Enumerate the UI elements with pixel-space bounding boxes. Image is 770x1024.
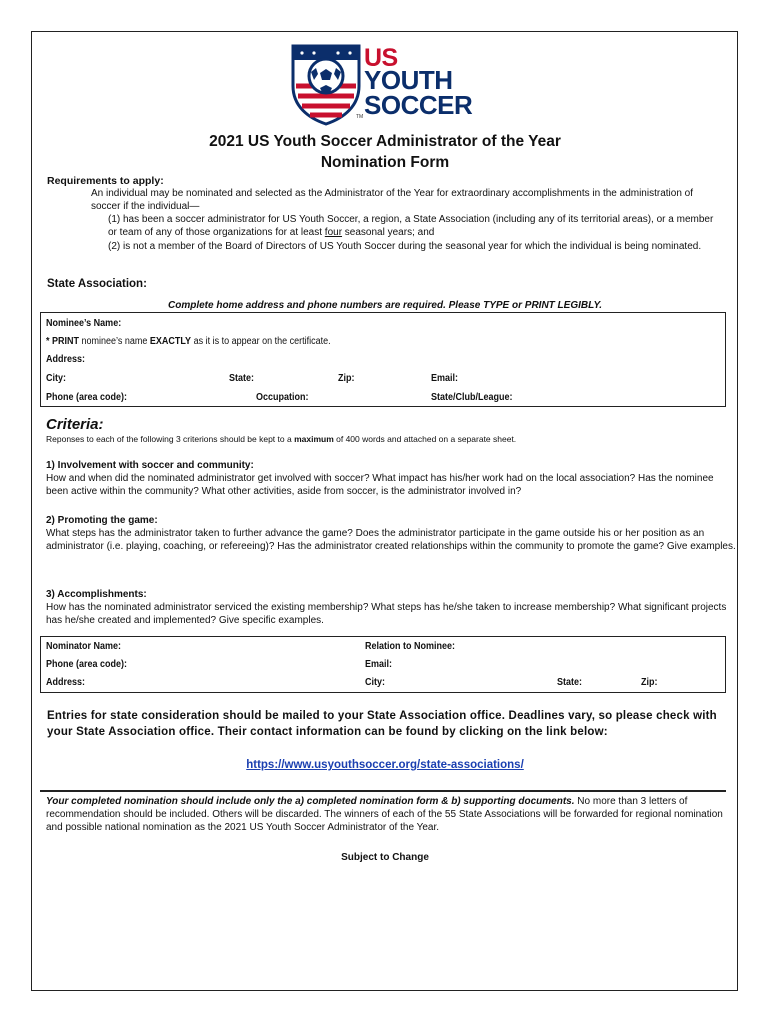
requirement-1-underlined: four xyxy=(324,227,343,238)
form-subtitle: Nomination Form xyxy=(320,154,450,171)
print-text-end: as it is to appear on the certificate. xyxy=(191,336,331,347)
criteria-note-c: of 400 words and attached on a separate sheet. xyxy=(333,434,517,444)
nominee-address-field[interactable]: Address: xyxy=(46,354,86,365)
criteria-note xyxy=(46,434,516,444)
nominee-zip-field[interactable]: Zip: xyxy=(338,373,355,384)
logo-text-us: US xyxy=(364,44,398,72)
submission-note xyxy=(46,795,736,834)
state-association-label: State Association: xyxy=(47,278,147,290)
print-text: nominee’s name xyxy=(79,336,150,347)
nominee-state-field[interactable]: State: xyxy=(229,373,255,384)
nominee-city-field[interactable]: City: xyxy=(46,373,67,384)
entries-instructions: Entries for state consideration should be mailed to your State Association office. Deadlines vary, so please check with your State Association office. Their contact information can be found by clicking on the link below: xyxy=(47,710,717,738)
us-youth-soccer-logo xyxy=(290,42,495,127)
nominator-phone-field[interactable]: Phone (area code): xyxy=(46,659,128,670)
logo-text-youth: YOUTH xyxy=(364,65,453,95)
criterion-1-body: How and when did the nominated administrator get involved with soccer? What impact has his/her work had on the local association? Has the nominee been active within the community? What other activities, aside from soccer, is the administrator involved in? xyxy=(46,473,714,497)
divider xyxy=(40,790,726,792)
form-title: 2021 US Youth Soccer Administrator of the Year xyxy=(209,133,561,150)
nominee-phone-field[interactable]: Phone (area code): xyxy=(46,392,128,403)
state-associations-link[interactable]: https://www.usyouthsoccer.org/state-associations/ xyxy=(246,759,524,771)
requirements-heading: Requirements to apply: xyxy=(47,175,164,187)
trademark: TM xyxy=(356,114,364,120)
subject-to-change: Subject to Change xyxy=(341,852,429,863)
print-label: * PRINT xyxy=(46,336,80,347)
nominator-info-box xyxy=(40,636,726,693)
submission-note-rest: No more than 3 letters of recommendation should be included. Others will be discarded. The winners of each of the 55 State Associations will be forwarded for regional nomination and possible national nomination as the 2021 US Youth Soccer Administrator of the Year. xyxy=(46,796,723,833)
logo-text-soccer: SOCCER xyxy=(364,90,473,120)
nominee-club-field[interactable]: State/Club/League: xyxy=(431,392,513,403)
nominee-name-field[interactable]: Nominee’s Name: xyxy=(46,318,122,329)
criteria-note-a: Reponses to each of the following 3 criterions should be kept to a xyxy=(46,434,295,444)
criteria-heading: Criteria: xyxy=(46,416,104,433)
criterion-3-heading: 3) Accomplishments: xyxy=(46,589,147,600)
nominator-address-field[interactable]: Address: xyxy=(46,677,86,688)
requirement-1-text-a: (1) has been a soccer administrator for US Youth Soccer, a region, a State Association (including any of its territorial areas), or a member or team of any of those organizations for at least xyxy=(108,214,714,238)
print-exactly-note xyxy=(46,336,331,347)
nominator-email-field[interactable]: Email: xyxy=(365,659,393,670)
criterion-2-body: What steps has the administrator taken to further advance the game? Does the administrator participate in the game outside his or her position as an administrator (i.e. playing, coaching, or refereeing)? Has the administrator created relationships within the community to promote the game? Give examples. xyxy=(46,528,736,552)
submission-note-emphasis: Your completed nomination should include only the a) completed nomination form & b) supporting documents. xyxy=(46,796,575,807)
requirements-intro: An individual may be nominated and selected as the Administrator of the Year for extraordinary accomplishments in the administration of soccer if the individual— xyxy=(91,188,693,212)
criterion-2-heading: 2) Promoting the game: xyxy=(46,515,158,526)
requirement-1 xyxy=(108,213,720,239)
nominator-state-field[interactable]: State: xyxy=(557,677,583,688)
requirement-1-text-b: seasonal years; and xyxy=(342,227,435,238)
nominee-email-field[interactable]: Email: xyxy=(431,373,459,384)
shield-ball-icon xyxy=(290,42,362,126)
nominator-name-field[interactable]: Nominator Name: xyxy=(46,641,122,652)
exactly-label: EXACTLY xyxy=(149,336,192,347)
nominator-zip-field[interactable]: Zip: xyxy=(641,677,658,688)
criterion-3-body: How has the nominated administrator serviced the existing membership? What steps has he/she taken to increase membership? What significant projects has he/she created and implemented? Give specific examples. xyxy=(46,602,727,626)
nominee-occupation-field[interactable]: Occupation: xyxy=(256,392,309,403)
nominator-relation-field[interactable]: Relation to Nominee: xyxy=(365,641,456,652)
criteria-note-maximum: maximum xyxy=(294,434,334,444)
form-instructions: Complete home address and phone numbers are required. Please TYPE or PRINT LEGIBLY. xyxy=(168,300,602,311)
nominee-info-box xyxy=(40,312,726,407)
nominator-city-field[interactable]: City: xyxy=(365,677,386,688)
requirement-2: (2) is not a member of the Board of Directors of US Youth Soccer during the seasonal year for which the individual is being nominated. xyxy=(108,241,702,252)
criterion-1-heading: 1) Involvement with soccer and community: xyxy=(46,460,254,471)
